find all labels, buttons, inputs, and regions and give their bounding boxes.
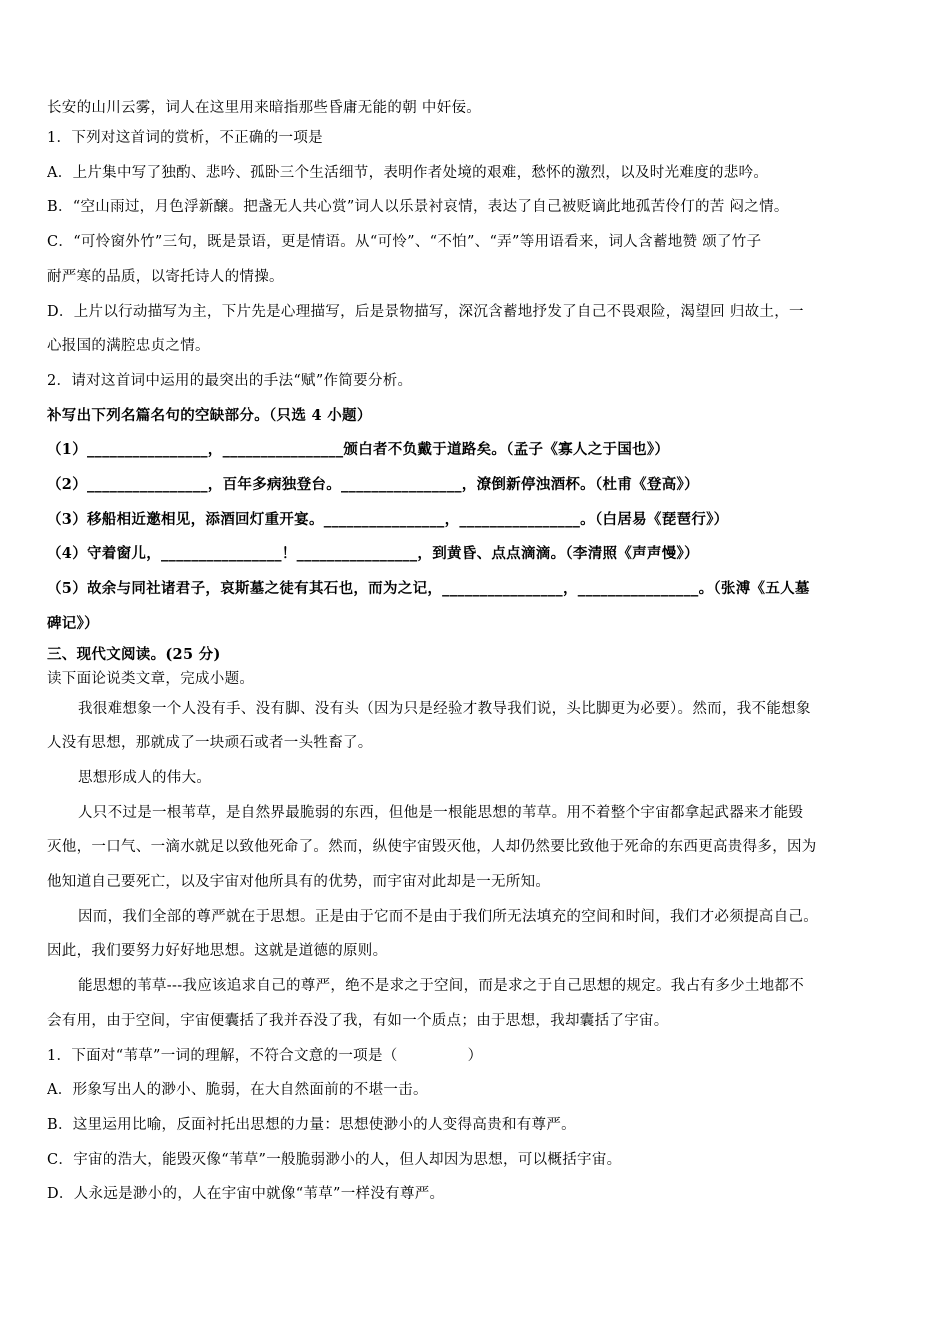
fill-blank-item-5: （5）故余与同社诸君子，哀斯墓之徒有其石也，而为之记，________________，________________。（张溥《五人墓 bbox=[47, 580, 810, 598]
fill-blank-item-2: （2）________________，百年多病独登台。________________，潦倒新停浊酒杯。（杜甫《登高》） bbox=[47, 476, 699, 494]
q1-option-d-line2: 心报国的满腔忠贞之情。 bbox=[47, 338, 210, 355]
fill-blanks-heading: 补写出下列名篇名句的空缺部分。（只选 4 小题） bbox=[47, 406, 372, 424]
article-line-10: 会有用，由于空间，宇宙便囊括了我并吞没了我，有如一个质点；由于思想，我却囊括了宇宙。 bbox=[47, 1012, 669, 1029]
fill-blank-item-4: （4）守着窗儿，________________！________________，到黄昏、点点滴滴。（李清照《声声慢》） bbox=[47, 545, 699, 563]
modern-reading-instruction: 读下面论说类文章，完成小题。 bbox=[47, 670, 255, 687]
q1-option-c-line1: C．“可怜窗外竹”三句，既是景语，更是情语。从“可怜”、“不怕”、“弄”等用语看来，词人含蓄地赞 颂了竹子 bbox=[47, 234, 762, 251]
article-line-7: 因而，我们全部的尊严就在于思想。正是由于它而不是由于我们所无法填充的空间和时间，我们才必须提高自己。 bbox=[78, 908, 818, 925]
reading-q1-stem bbox=[47, 1039, 907, 1074]
article-line-5: 灭他，一口气、一滴水就足以致他死命了。然而，纵使宇宙毁灭他，人却仍然要比致他于死命的东西更高贵得多，因为 bbox=[47, 839, 817, 856]
article-line-9: 能思想的苇草---我应该追求自己的尊严，绝不是求之于空间，而是求之于自己思想的规定。我占有多少土地都不 bbox=[78, 978, 804, 995]
reading-q1-option-a: A．形象写出人的渺小、脆弱，在大自然面前的不堪一击。 bbox=[47, 1082, 428, 1099]
article-line-8: 因此，我们要努力好好地思想。这就是道德的原则。 bbox=[47, 943, 388, 960]
modern-reading-heading: 三、现代文阅读。(25 分) bbox=[47, 645, 221, 663]
reading-q1-stem-text: 1．下面对“苇草”一词的理解，不符合文意的一项是（ bbox=[47, 1047, 398, 1064]
fill-blank-item-5-cont: 碑记》） bbox=[47, 614, 99, 632]
q1-stem: 1．下列对这首词的赏析，不正确的一项是 bbox=[47, 130, 323, 146]
article-line-6: 他知道自己要死亡，以及宇宙对他所具有的优势，而宇宙对此却是一无所知。 bbox=[47, 874, 551, 891]
q1-option-d-line1: D．上片以行动描写为主，下片先是心理描写，后是景物描写，深沉含蓄地抒发了自己不畏艰险，渴望回 归故土，一 bbox=[47, 303, 804, 320]
q1-option-b: B．“空山雨过，月色浮新醸。把盏无人共心赏”词人以乐景衬哀情，表达了自己被贬谪此地孤苦伶仃的苦 闷之情。 bbox=[47, 199, 789, 216]
q1-option-c-line2: 耐严寒的品质，以寄托诗人的情操。 bbox=[47, 268, 284, 285]
reading-q1-option-d: D．人永远是渺小的，人在宇宙中就像“苇草”一样没有尊严。 bbox=[47, 1186, 445, 1203]
reading-q1-stem-close: ） bbox=[467, 1047, 483, 1064]
article-line-2: 人没有思想，那就成了一块顽石或者一头牲畜了。 bbox=[47, 735, 373, 752]
article-line-1: 我很难想象一个人没有手、没有脚、没有头（因为只是经验才教导我们说，头比脚更为必要）。然而，我不能想象 bbox=[78, 700, 811, 717]
q1-option-a: A．上片集中写了独酌、悲吟、孤卧三个生活细节，表明作者处境的艰难，愁怀的激烈，以及时光难度的悲吟。 bbox=[47, 164, 769, 181]
document-page bbox=[47, 96, 907, 1212]
poem-intro-line: 长安的山川云雾，词人在这里用来暗指那些昏庸无能的朝 中奸佞。 bbox=[47, 100, 482, 116]
q2-stem: 2．请对这首词中运用的最突出的手法“赋”作简要分析。 bbox=[47, 372, 413, 389]
fill-blank-item-3: （3）移船相近邀相见，添酒回灯重开宴。________________，________________。（白居易《琵琶行》） bbox=[47, 510, 729, 528]
article-line-4: 人只不过是一根苇草，是自然界最脆弱的东西，但他是一根能思想的苇草。用不着整个宇宙都拿起武器来才能毁 bbox=[78, 804, 804, 821]
reading-q1-option-b: B．这里运用比喻，反面衬托出思想的力量：思想使渺小的人变得高贵和有尊严。 bbox=[47, 1116, 576, 1133]
fill-blank-item-1: （1）________________，________________颁白者不负戴于道路矣。（孟子《寡人之于国也》） bbox=[47, 441, 670, 459]
reading-q1-option-c: C．宇宙的浩大，能毁灭像“苇草”一般脆弱渺小的人，但人却因为思想，可以概括宇宙。 bbox=[47, 1151, 622, 1168]
article-line-3: 思想形成人的伟大。 bbox=[78, 769, 212, 786]
